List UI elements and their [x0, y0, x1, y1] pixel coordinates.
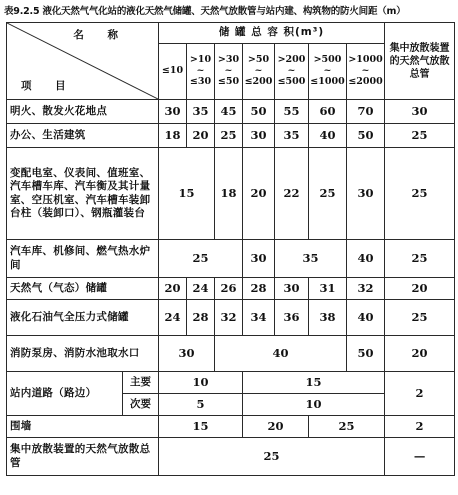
row-label: 集中放散装置的天然气放散总管: [7, 438, 159, 476]
cell-value: 40: [215, 336, 347, 372]
central-vent-value: 2: [385, 372, 455, 416]
table-row: [7, 416, 455, 438]
cell-value: 60: [309, 100, 347, 124]
central-vent-value: 25: [385, 240, 455, 278]
range-header: ≤10: [159, 44, 187, 100]
table-row: [7, 438, 455, 476]
cell-value: 30: [347, 148, 385, 240]
central-vent-value: 25: [385, 124, 455, 148]
table-row: [7, 336, 455, 372]
cell-value: 26: [215, 278, 243, 300]
cell-value: 36: [275, 300, 309, 336]
cell-value: 55: [275, 100, 309, 124]
cell-value: 40: [347, 240, 385, 278]
central-vent-value: 25: [385, 300, 455, 336]
header-item-label: 项 目: [21, 79, 76, 92]
table-row: [7, 300, 455, 336]
cell-value: 24: [187, 278, 215, 300]
cell-value: 34: [243, 300, 275, 336]
central-vent-value: 30: [385, 100, 455, 124]
header-diagonal-cell: [7, 23, 159, 100]
cell-value: 45: [215, 100, 243, 124]
cell-value: 28: [243, 278, 275, 300]
cell-value: 25: [309, 148, 347, 240]
cell-value: 5: [159, 394, 243, 416]
cell-value: 35: [275, 240, 347, 278]
row-label: 变配电室、仪表间、值班室、汽车槽车库、汽车衡及其计量室、空压机室、汽车槽车装卸台柱（装卸口）、钢瓶灌装台: [7, 148, 159, 240]
row-label: 汽车库、机修间、燃气热水炉间: [7, 240, 159, 278]
cell-value: 18: [215, 148, 243, 240]
sub-row-label: 主要: [123, 372, 159, 394]
cell-value: 50: [347, 336, 385, 372]
cell-value: 25: [159, 240, 243, 278]
table-row: [7, 124, 455, 148]
table-row: [7, 372, 455, 394]
cell-value: 20: [243, 148, 275, 240]
row-label: 办公、生活建筑: [7, 124, 159, 148]
cell-value: 25: [309, 416, 385, 438]
sub-row-label: 次要: [123, 394, 159, 416]
cell-value: 25: [215, 124, 243, 148]
fire-distance-table: [6, 22, 455, 476]
range-header: >30 ~ ≤50: [215, 44, 243, 100]
central-vent-value: 20: [385, 336, 455, 372]
cell-value: 70: [347, 100, 385, 124]
cell-value: 35: [187, 100, 215, 124]
range-header: >1000 ~ ≤2000: [347, 44, 385, 100]
cell-value: 25: [159, 438, 385, 476]
cell-value: 22: [275, 148, 309, 240]
cell-value: 50: [347, 124, 385, 148]
cell-value: 15: [159, 416, 243, 438]
cell-value: 15: [159, 148, 215, 240]
table-row: [7, 278, 455, 300]
cell-value: 31: [309, 278, 347, 300]
table-row: [7, 100, 455, 124]
row-label: 围墙: [7, 416, 159, 438]
table-caption: 表9.2.5 液化天然气气化站的液化天然气储罐、天然气放散管与站内建、构筑物的防火间距（m）: [4, 6, 406, 17]
cell-value: 50: [243, 100, 275, 124]
row-label: 天然气（气态）储罐: [7, 278, 159, 300]
cell-value: 30: [243, 124, 275, 148]
cell-value: 20: [243, 416, 309, 438]
row-label: 站内道路（路边）: [7, 372, 123, 416]
header-central-vent-label: 集中放散装置的天然气放散总管: [385, 23, 455, 100]
cell-value: 15: [243, 372, 385, 394]
cell-value: 32: [215, 300, 243, 336]
header-volume-label: 储 罐 总 容 积(m³): [159, 23, 385, 44]
header-name-label: 名 称: [73, 29, 128, 41]
cell-value: 20: [159, 278, 187, 300]
cell-value: 30: [159, 100, 187, 124]
central-vent-value: 20: [385, 278, 455, 300]
cell-value: 30: [275, 278, 309, 300]
cell-value: 30: [243, 240, 275, 278]
cell-value: 10: [159, 372, 243, 394]
table-row: [7, 148, 455, 240]
cell-value: 10: [243, 394, 385, 416]
cell-value: 18: [159, 124, 187, 148]
row-label: 明火、散发火花地点: [7, 100, 159, 124]
central-vent-value: —: [385, 438, 455, 476]
central-vent-value: 2: [385, 416, 455, 438]
cell-value: 24: [159, 300, 187, 336]
cell-value: 35: [275, 124, 309, 148]
cell-value: 40: [309, 124, 347, 148]
range-header: >200 ~ ≤500: [275, 44, 309, 100]
table-row: [7, 240, 455, 278]
range-header: >10 ~ ≤30: [187, 44, 215, 100]
cell-value: 30: [159, 336, 215, 372]
central-vent-value: 25: [385, 148, 455, 240]
cell-value: 40: [347, 300, 385, 336]
row-label: 消防泵房、消防水池取水口: [7, 336, 159, 372]
cell-value: 20: [187, 124, 215, 148]
range-header: >50 ~ ≤200: [243, 44, 275, 100]
row-label: 液化石油气全压力式储罐: [7, 300, 159, 336]
cell-value: 32: [347, 278, 385, 300]
cell-value: 38: [309, 300, 347, 336]
range-header: >500 ~ ≤1000: [309, 44, 347, 100]
cell-value: 28: [187, 300, 215, 336]
